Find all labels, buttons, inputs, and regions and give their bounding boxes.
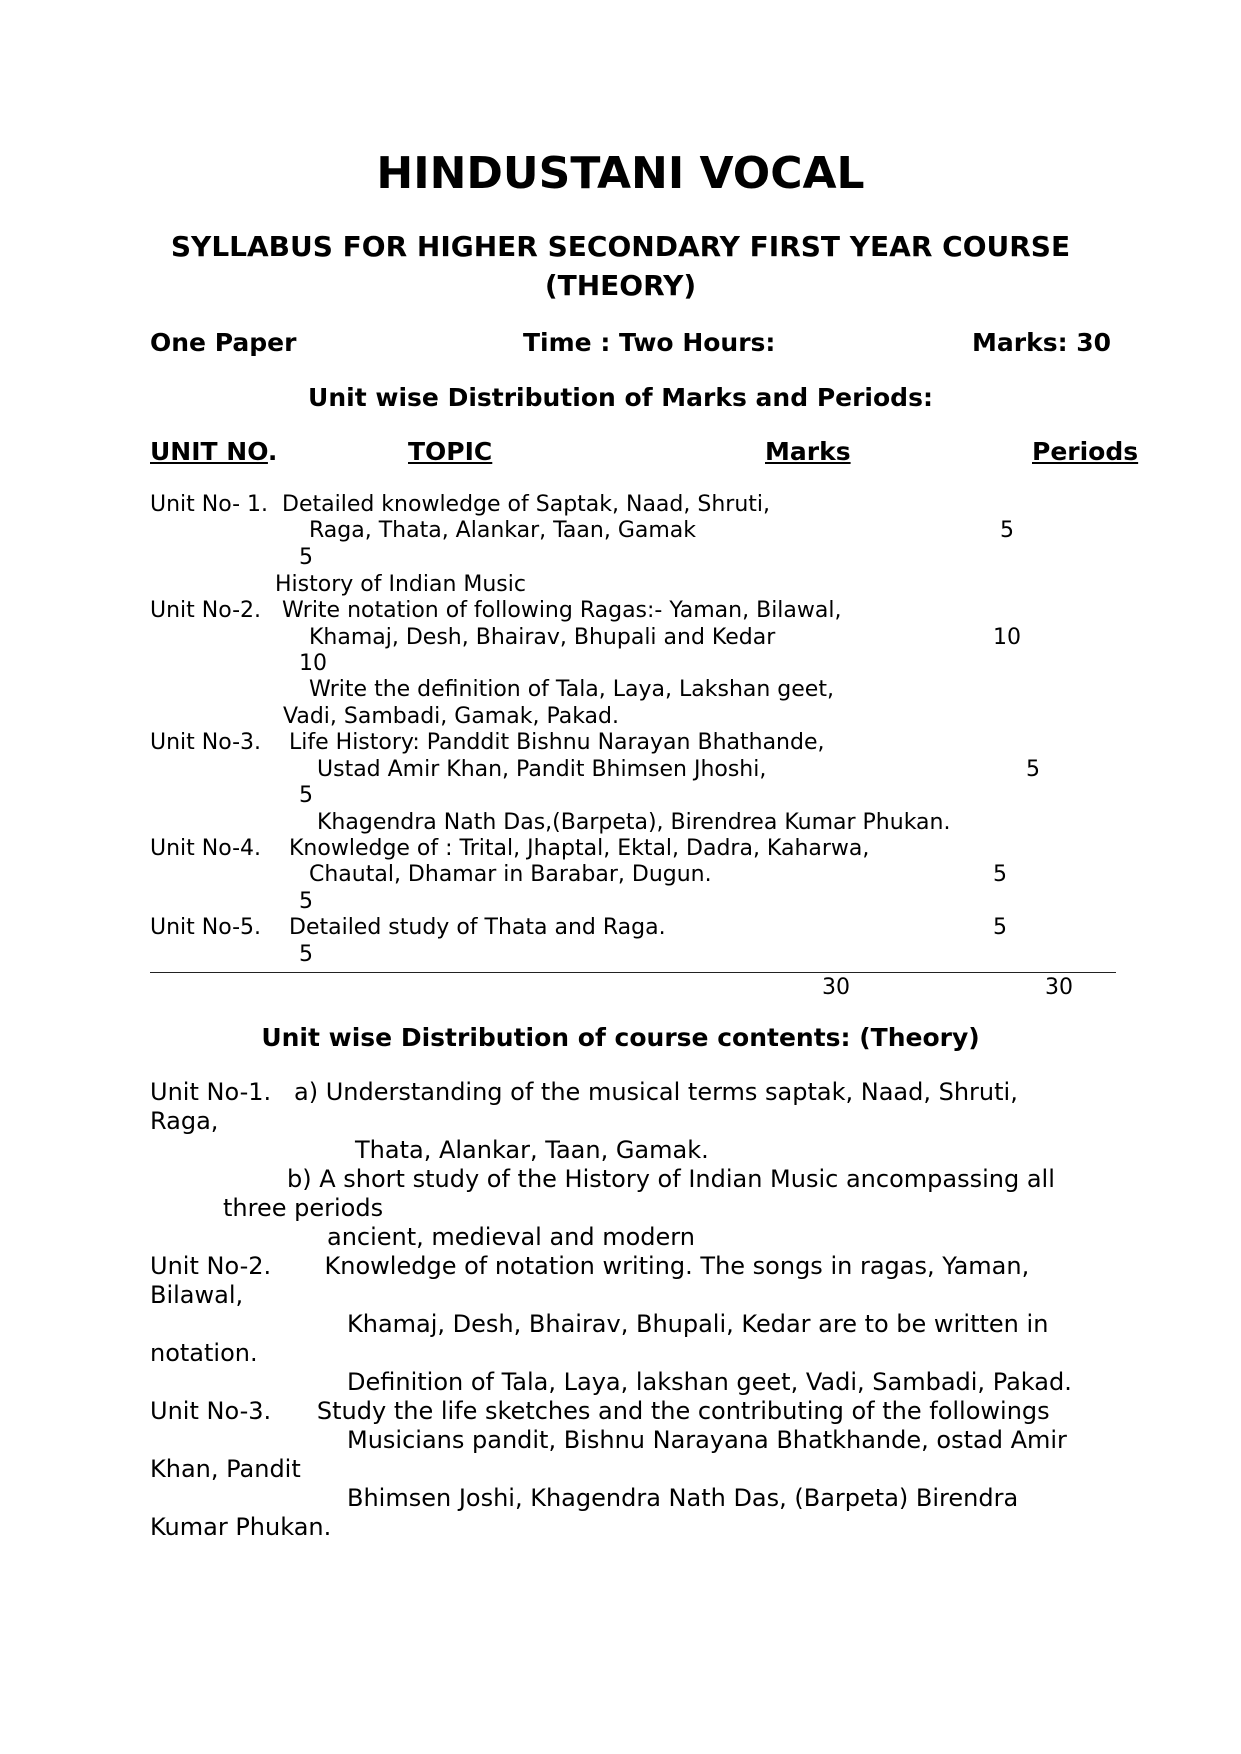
syllabus-subtitle-line2: (THEORY): [544, 269, 697, 302]
header-unit-no-label: UNIT NO: [150, 437, 268, 466]
contents-line3: Thata, Alankar, Taan, Gamak.: [355, 1136, 709, 1164]
unit3-periods: 5: [299, 783, 313, 808]
contents-line12: Unit No-3. Study the life sketches and the contributing of the followings: [150, 1397, 1050, 1425]
header-unit-no: [150, 437, 277, 466]
unit2-line3: Write the definition of Tala, Laya, Lakshan geet,: [309, 677, 834, 702]
unit1-line3: History of Indian Music: [275, 572, 526, 597]
contents-line4: b) A short study of the History of Indian Music ancompassing all: [287, 1165, 1055, 1193]
unit1-line2: Raga, Thata, Alankar, Taan, Gamak: [309, 518, 696, 543]
contents-line13: Musicians pandit, Bishnu Narayana Bhatkhande, ostad Amir: [347, 1426, 1067, 1454]
unit3-line1: Unit No-3. Life History: Panddit Bishnu Narayan Bhathande,: [150, 730, 825, 755]
page-title: HINDUSTANI VOCAL: [376, 148, 865, 199]
unit3-marks: 5: [1026, 757, 1040, 782]
contents-line9: Khamaj, Desh, Bhairav, Bhupali, Kedar are to be written in: [347, 1310, 1049, 1338]
header-periods: Periods: [1032, 437, 1139, 466]
contents-line5: three periods: [223, 1194, 384, 1222]
unit2-line1: Unit No-2. Write notation of following Ragas:- Yaman, Bilawal,: [150, 598, 842, 623]
syllabus-subtitle-line1: SYLLABUS FOR HIGHER SECONDARY FIRST YEAR COURSE: [170, 230, 1071, 263]
contents-line7: Unit No-2. Knowledge of notation writing. The songs in ragas, Yaman,: [150, 1252, 1030, 1280]
unit3-line3: Khagendra Nath Das,(Barpeta), Birendrea Kumar Phukan.: [317, 810, 951, 835]
unit2-line4: Vadi, Sambadi, Gamak, Pakad.: [283, 704, 619, 729]
unit4-marks: 5: [993, 862, 1007, 887]
unit2-line2: Khamaj, Desh, Bhairav, Bhupali and Kedar: [309, 625, 776, 650]
paper-time: Time : Two Hours:: [523, 328, 776, 357]
unit1-line1: Unit No- 1. Detailed knowledge of Saptak, Naad, Shruti,: [150, 492, 770, 517]
contents-line8: Bilawal,: [150, 1281, 244, 1309]
unit2-marks: 10: [993, 625, 1021, 650]
total-periods: 30: [1045, 975, 1073, 1000]
paper-marks: Marks: 30: [972, 328, 1112, 357]
contents-line10: notation.: [150, 1339, 258, 1367]
contents-line1: Unit No-1. a) Understanding of the musical terms saptak, Naad, Shruti,: [150, 1078, 1018, 1106]
contents-line16: Kumar Phukan.: [150, 1513, 332, 1541]
contents-line14: Khan, Pandit: [150, 1455, 301, 1483]
unit4-line1: Unit No-4. Knowledge of : Trital, Jhaptal, Ektal, Dadra, Kaharwa,: [150, 836, 870, 861]
unit4-line2: Chautal, Dhamar in Barabar, Dugun.: [309, 862, 712, 887]
contents-heading: Unit wise Distribution of course contents: (Theory): [261, 1023, 980, 1052]
header-unit-no-dot: .: [267, 437, 278, 466]
unit3-line2: Ustad Amir Khan, Pandit Bhimsen Jhoshi,: [317, 757, 767, 782]
totals-divider: [150, 972, 1116, 973]
total-marks: 30: [822, 975, 850, 1000]
unit1-marks: 5: [1000, 518, 1014, 543]
unit2-periods: 10: [299, 651, 327, 676]
header-topic: TOPIC: [408, 437, 493, 466]
unit4-periods: 5: [299, 889, 313, 914]
unit5-marks: 5: [993, 915, 1007, 940]
contents-line11: Definition of Tala, Laya, lakshan geet, Vadi, Sambadi, Pakad.: [347, 1368, 1072, 1396]
contents-line2: Raga,: [150, 1107, 219, 1135]
contents-line6: ancient, medieval and modern: [327, 1223, 695, 1251]
unit1-periods: 5: [299, 545, 313, 570]
unit5-line1: Unit No-5. Detailed study of Thata and Raga.: [150, 915, 666, 940]
contents-line15: Bhimsen Joshi, Khagendra Nath Das, (Barpeta) Birendra: [347, 1484, 1019, 1512]
unit5-periods: 5: [299, 942, 313, 967]
header-marks: Marks: [765, 437, 851, 466]
distribution-heading: Unit wise Distribution of Marks and Periods:: [308, 383, 933, 412]
paper-count: One Paper: [150, 328, 297, 357]
